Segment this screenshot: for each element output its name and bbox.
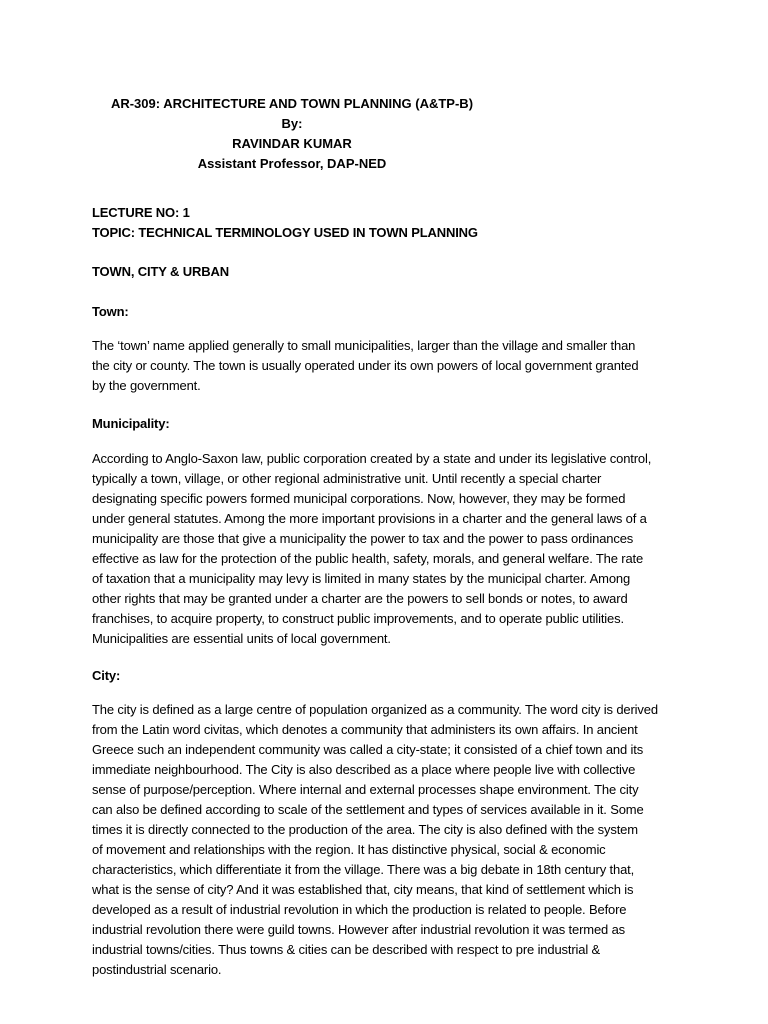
author-name: RAVINDAR KUMAR [232, 136, 352, 151]
paragraph-line: other rights that may be granted under a charter are the powers to sell bonds or notes, to award [92, 591, 628, 606]
lecture-number: LECTURE NO: 1 [92, 205, 190, 220]
town-heading: Town: [92, 304, 129, 319]
paragraph-line: franchises, to acquire property, to construct public improvements, and to operate public utilities. [92, 611, 624, 626]
paragraph-line: developed as a result of industrial revolution in which the production is related to people. Before [92, 902, 627, 917]
paragraph-line: times it is directly connected to the production of the area. The city is also defined with the system [92, 822, 638, 837]
paragraph-line: of taxation that a municipality may levy is limited in many states by the municipal charter. Among [92, 571, 631, 586]
paragraph-line: can also be defined according to scale of the settlement and types of services available in it. Some [92, 802, 644, 817]
paragraph-line: effective as law for the protection of the public health, safety, morals, and general welfare. The rate [92, 551, 644, 566]
paragraph-line: under general statutes. Among the more important provisions in a charter and the general laws of a [92, 511, 647, 526]
course-title: AR-309: ARCHITECTURE AND TOWN PLANNING (A&TP-B) [110, 96, 474, 111]
author-title: Assistant Professor, DAP-NED [197, 156, 387, 171]
paragraph-line: the city or county. The town is usually operated under its own powers of local government granted [92, 358, 639, 373]
municipality-heading: Municipality: [92, 416, 170, 431]
paragraph-line: industrial towns/cities. Thus towns & cities can be described with respect to pre industrial & [92, 942, 601, 957]
paragraph-line: from the Latin word civitas, which denotes a community that administers its own affairs. In ancient [92, 722, 638, 737]
paragraph-line: designating specific powers formed municipal corporations. Now, however, they may be formed [92, 491, 626, 506]
paragraph-line: industrial revolution there were guild towns. However after industrial revolution it was termed as [92, 922, 626, 937]
section-heading: TOWN, CITY & URBAN [92, 264, 229, 279]
paragraph-line: municipality are those that give a municipality the power to tax and the power to pass ordinances [92, 531, 634, 546]
paragraph-line: According to Anglo-Saxon law, public corporation created by a state and under its legislative control, [92, 451, 652, 466]
city-paragraph [92, 700, 682, 980]
paragraph-line: what is the sense of city? And it was established that, city means, that kind of settlement which is [92, 882, 634, 897]
paragraph-line: of movement and relationships with the region. It has distinctive physical, social & economic [92, 842, 606, 857]
paragraph-line: sense of purpose/perception. Where internal and external processes shape environment. The city [92, 782, 639, 797]
paragraph-line: typically a town, village, or other regional administrative unit. Until recently a special charter [92, 471, 602, 486]
municipality-paragraph [92, 449, 682, 649]
paragraph-line: by the government. [92, 378, 201, 393]
city-heading: City: [92, 668, 121, 683]
paragraph-line: Municipalities are essential units of local government. [92, 631, 391, 646]
paragraph-line: immediate neighbourhood. The City is also described as a place where people live with collective [92, 762, 636, 777]
document-header [0, 94, 676, 174]
paragraph-line: postindustrial scenario. [92, 962, 222, 977]
paragraph-line: characteristics, which differentiate it from the village. There was a big debate in 18th century that, [92, 862, 635, 877]
paragraph-line: The ‘town’ name applied generally to small municipalities, larger than the village and smaller than [92, 338, 636, 353]
paragraph-line: The city is defined as a large centre of population organized as a community. The word city is derived [92, 702, 658, 717]
lecture-topic: TOPIC: TECHNICAL TERMINOLOGY USED IN TOWN PLANNING [92, 225, 478, 240]
paragraph-line: Greece such an independent community was called a city-state; it consisted of a chief town and its [92, 742, 644, 757]
by-line: By: [281, 116, 303, 131]
town-paragraph [92, 336, 682, 396]
